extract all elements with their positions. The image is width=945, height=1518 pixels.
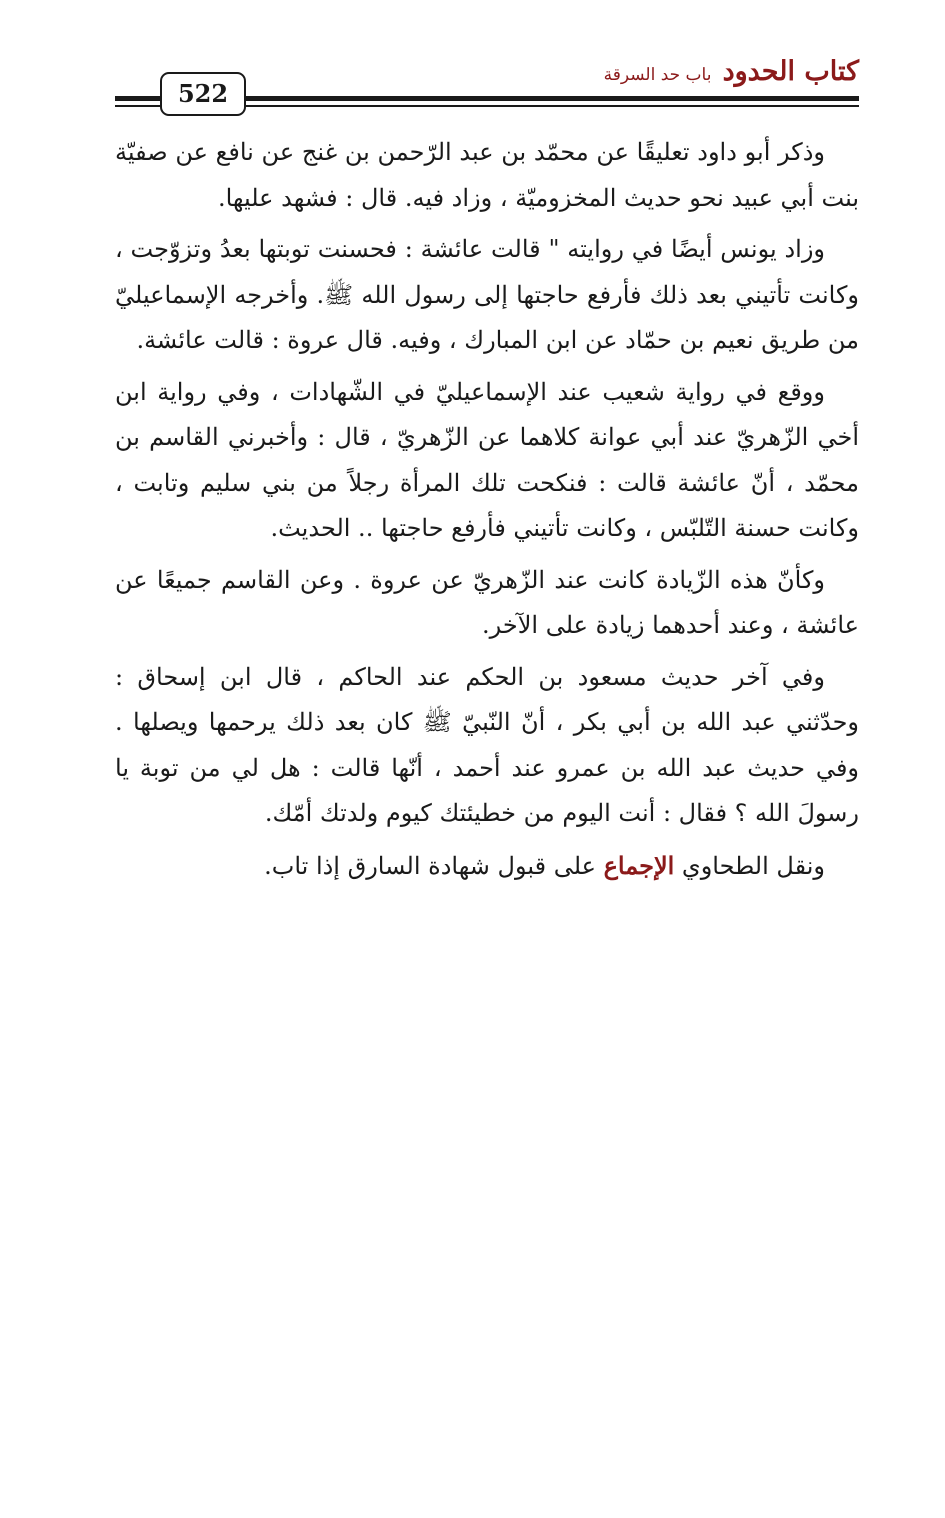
paragraph-6-end: على قبول شهادة السارق إذا تاب.	[264, 851, 604, 880]
page-number: 522	[160, 72, 246, 116]
paragraph-6	[115, 843, 859, 890]
highlighted-term: الإجماع	[603, 850, 675, 880]
paragraph-2: وزاد يونس أيضًا في روايته " قالت عائشة : فحسنت توبتها بعدُ وتزوّجت ، وكانت تأتيني بعد ذلك فأرفع حاجتها إلى رسول الله ﷺ. وأخرجه الإسماعيليّ من طريق نعيم بن حمّاد عن ابن المبارك ، وفيه. قال عروة : قالت عائشة.	[115, 235, 859, 354]
page-header	[115, 50, 859, 120]
chapter-title: باب حد السرقة	[603, 65, 712, 85]
paragraph-1: وذكر أبو داود تعليقًا عن محمّد بن عبد الرّحمن بن غنج عن نافع عن صفيّة بنت أبي عبيد نحو حديث المخزوميّة ، وزاد فيه. قال : فشهد عليها.	[115, 138, 859, 212]
page-body	[115, 130, 859, 895]
paragraph-5: وفي آخر حديث مسعود بن الحكم عند الحاكم ، قال ابن إسحاق : وحدّثني عبد الله بن أبي بكر ، أنّ النّبيّ ﷺ كان بعد ذلك يرحمها ويصلها . وفي حديث عبد الله بن عمرو عند أحمد ، أنّها قالت : هل لي من توبة يا رسولَ الله ؟ فقال : أنت اليوم من خطيئتك كيوم ولدتك أمّك.	[115, 662, 860, 827]
paragraph-6-start: ونقل الطحاوي	[674, 851, 825, 880]
paragraph-4: وكأنّ هذه الزّيادة كانت عند الزّهريّ عن عروة . وعن القاسم جميعًا عن عائشة ، وعند أحدهما زيادة على الآخر.	[115, 565, 859, 639]
paragraph-3: ووقع في رواية شعيب عند الإسماعيليّ في الشّهادات ، وفي رواية ابن أخي الزّهريّ عند أبي عوانة كلاهما عن الزّهريّ ، قال : وأخبرني القاسم بن محمّد ، أنّ عائشة قالت : فنكحت تلك المرأة رجلاً من بني سليم وتابت ، وكانت حسنة التّلبّس ، وكانت تأتيني فأرفع حاجتها .. الحديث.	[115, 377, 859, 542]
book-title: كتاب الحدود	[722, 56, 859, 87]
running-title	[604, 56, 859, 87]
